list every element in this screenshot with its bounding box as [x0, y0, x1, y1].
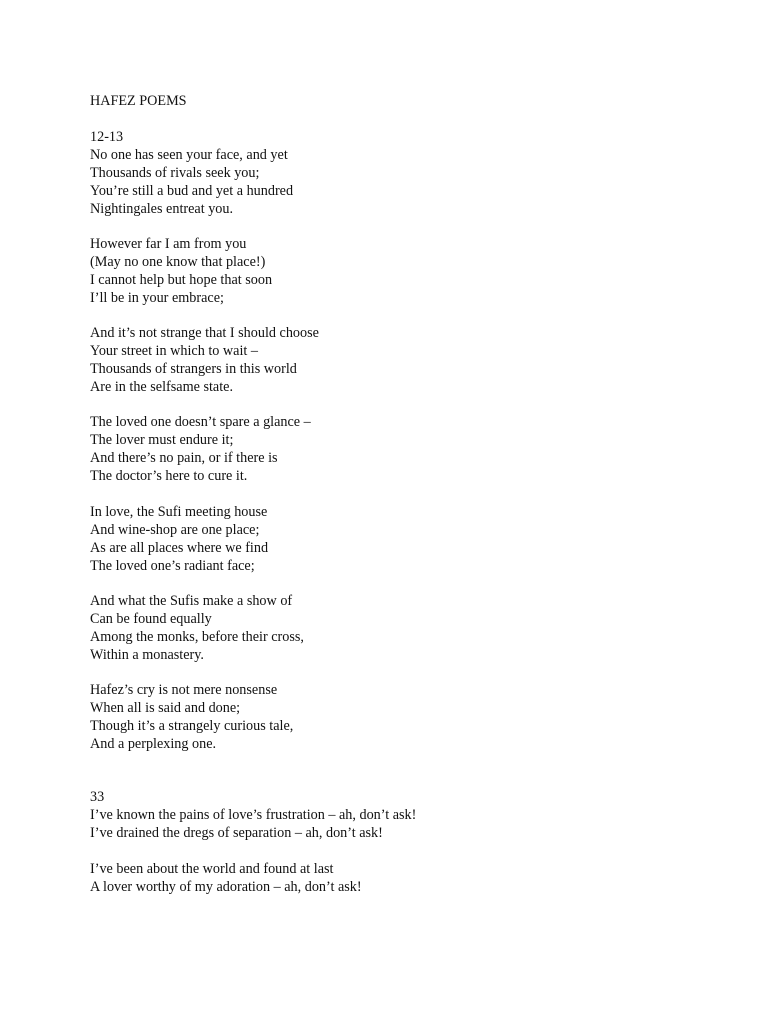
poem-line: The loved one doesn’t spare a glance – [90, 414, 311, 430]
poem-line: And what the Sufis make a show of [90, 593, 293, 609]
poem-line: Within a monastery. [90, 647, 204, 663]
poem-line: And there’s no pain, or if there is [90, 450, 278, 466]
poem-number: 33 [90, 789, 105, 805]
poem-line: In love, the Sufi meeting house [90, 504, 268, 520]
poem-line: (May no one know that place!) [90, 254, 266, 270]
document-title: HAFEZ POEMS [90, 93, 187, 109]
poem-line: Nightingales entreat you. [90, 201, 234, 217]
poem-line: No one has seen your face, and yet [90, 147, 288, 163]
poem-line: And wine-shop are one place; [90, 522, 260, 538]
poem-line: I’ve drained the dregs of separation – ah, don’t ask! [90, 825, 383, 841]
poem-line: I’ll be in your embrace; [90, 290, 224, 306]
poem-line: Thousands of rivals seek you; [90, 165, 260, 181]
poem-line: Among the monks, before their cross, [90, 629, 304, 645]
poem-line: When all is said and done; [90, 700, 241, 716]
poem-line: I’ve been about the world and found at last [90, 861, 334, 877]
poem-line: You’re still a bud and yet a hundred [90, 183, 294, 199]
poem-line: The loved one’s radiant face; [90, 558, 255, 574]
poem-line: The doctor’s here to cure it. [90, 468, 248, 484]
poem-line: A lover worthy of my adoration – ah, don’t ask! [90, 879, 362, 895]
poem-line: Thousands of strangers in this world [90, 361, 297, 377]
poem-line: The lover must endure it; [90, 432, 234, 448]
poem-line: Can be found equally [90, 611, 212, 627]
poem-line: Though it’s a strangely curious tale, [90, 718, 294, 734]
poem-line: And a perplexing one. [90, 736, 217, 752]
poem-number: 12-13 [90, 129, 124, 145]
poem-line: Hafez’s cry is not mere nonsense [90, 682, 278, 698]
poem-line: Your street in which to wait – [90, 343, 259, 359]
poem-line: As are all places where we find [90, 540, 269, 556]
poem-line: I cannot help but hope that soon [90, 272, 273, 288]
poem-line: And it’s not strange that I should choose [90, 325, 319, 341]
poem-line: I’ve known the pains of love’s frustration – ah, don’t ask! [90, 807, 417, 823]
poem-line: Are in the selfsame state. [90, 379, 234, 395]
poem-line: However far I am from you [90, 236, 247, 252]
